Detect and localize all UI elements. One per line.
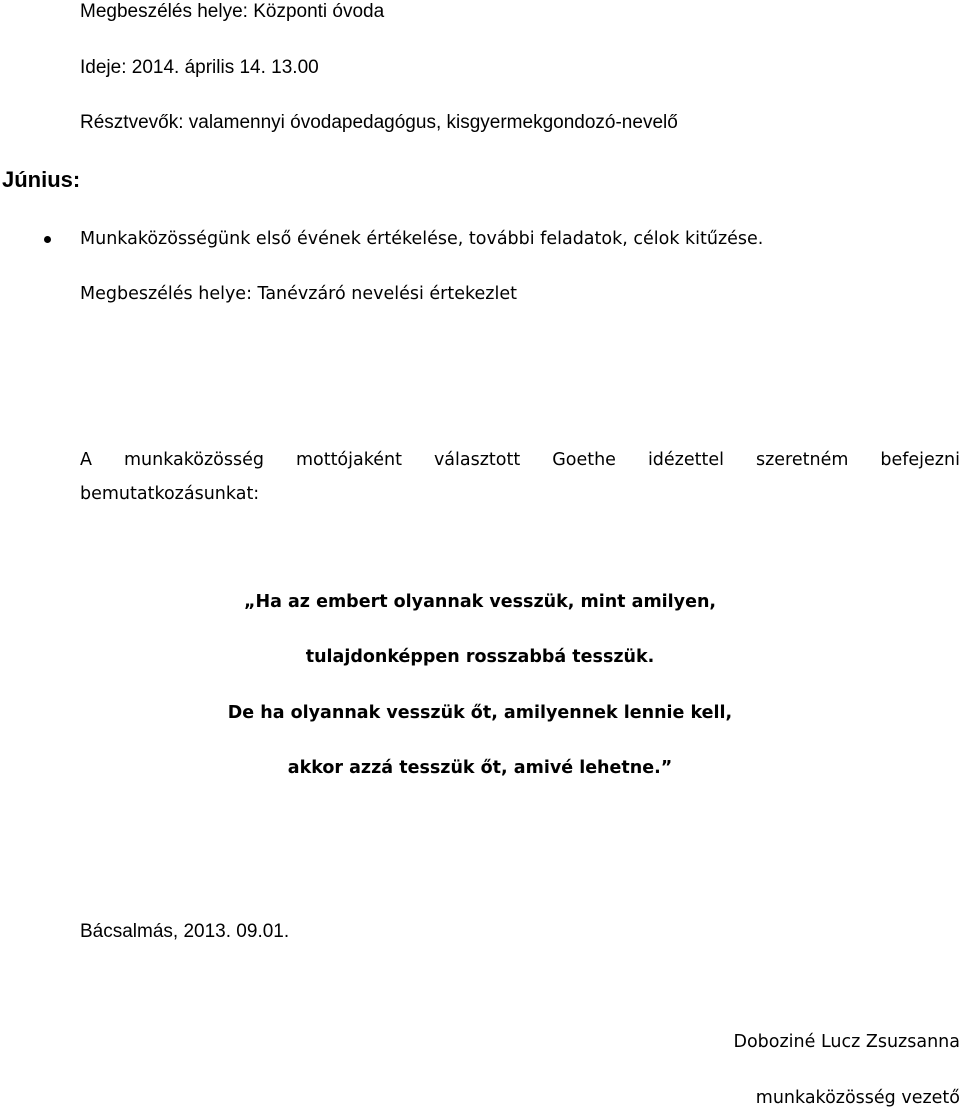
intro-word: idézettel — [647, 450, 724, 470]
bullet-dot — [44, 236, 51, 243]
signatory-name: Doboziné Lucz Zsuzsanna — [733, 1032, 960, 1052]
intro-word: A — [80, 450, 92, 470]
closing-intro-line-2: bemutatkozásunkat: — [80, 484, 260, 504]
june-meeting-place-line: Megbeszélés helye: Tanévzáró nevelési értekezlet — [80, 284, 517, 304]
place-date-line: Bácsalmás, 2013. 09.01. — [80, 921, 290, 942]
intro-word: befejezni — [880, 450, 960, 470]
meeting-place-line: Megbeszélés helye: Központi óvoda — [80, 1, 385, 22]
intro-word: szeretném — [755, 450, 849, 470]
intro-word: Goethe — [552, 450, 616, 470]
participants-line: Résztvevők: valamennyi óvodapedagógus, kisgyermekgondozó-nevelő — [80, 112, 678, 133]
signatory-title: munkaközösség vezető — [755, 1088, 960, 1108]
meeting-time-line: Ideje: 2014. április 14. 13.00 — [80, 57, 319, 78]
intro-word: mottójaként — [295, 450, 402, 470]
intro-word: munkaközösség — [123, 450, 264, 470]
closing-intro-line-1 — [80, 448, 960, 472]
bullet-item-text: Munkaközösségünk első évének értékelése, további feladatok, célok kitűzése. — [80, 229, 764, 249]
quote-line-3: De ha olyannak vesszük őt, amilyennek lennie kell, — [227, 703, 733, 723]
quote-line-4: akkor azzá tesszük őt, amivé lehetne.” — [287, 758, 673, 778]
quote-line-2: tulajdonképpen rosszabbá tesszük. — [305, 647, 655, 667]
intro-word: választott — [433, 450, 521, 470]
quote-line-1: „Ha az embert olyannak vesszük, mint amilyen, — [243, 592, 717, 612]
june-heading: Június: — [2, 167, 81, 192]
